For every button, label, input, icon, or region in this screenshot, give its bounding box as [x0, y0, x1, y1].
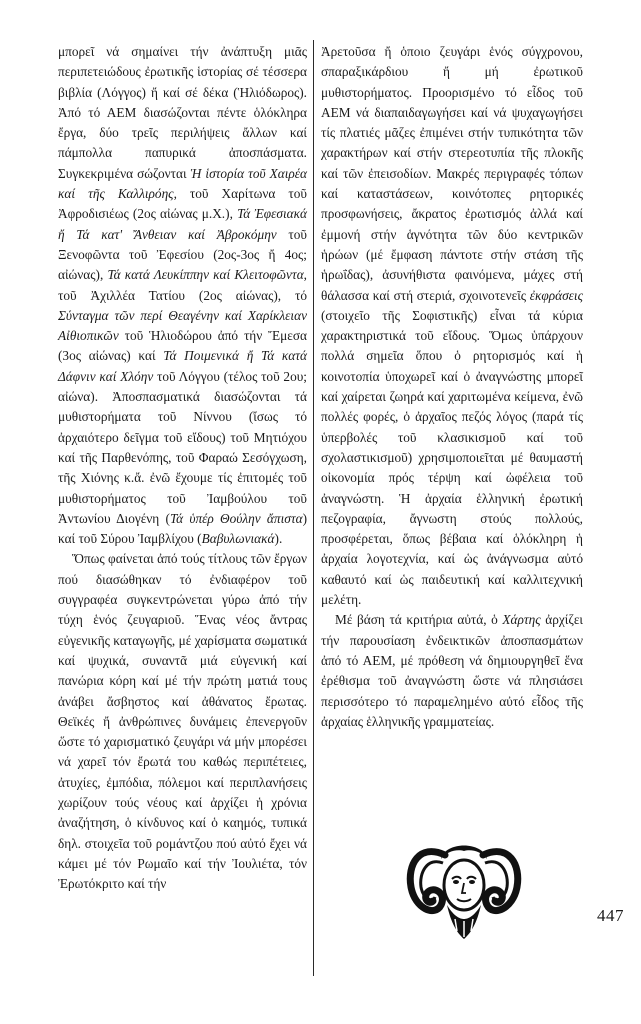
text-run: τοῦ Λόγγου (τέλος τοῦ 2ου; αἰώνα). Ἀποσπασματικά διασώζονται τά μυθιστορήματα τοῦ Νίννου (ἴσως τό ἀρχαιότερο δεῖγμα τοῦ εἴδους) τοῦ Μητιόχου καί τῆς Παρθενόπης, τοῦ Φαραώ Σεσόγχωση, τῆς Χιόνης κ.ἄ. ἐνῶ ἔχουμε τίς ἐπιτομές τοῦ μυθιστορήματος τοῦ Ἰαμβούλου τοῦ Ἀντωνίου Διογένη ( [58, 368, 307, 526]
text-run: , τοῦ Χαρίτωνα τοῦ Ἀφροδισιέως (2ος αἰώνας μ.Χ.), [58, 186, 308, 222]
left-column [58, 42, 307, 894]
text-run: ἀρχίζει τήν παρουσίαση ἐνδεικτικῶν ἀποσπασμάτων ἀπό τό ΑΕΜ, μέ πρόθεση νά δημιουργηθεῖ ἕνα ἐρέθισμα τοῦ ἀναγνώστη ὥστε νά πλησιάσει περισσότερο τό παραμελημένο αὐτό εἶδος τῆς ἀρχαίας ἑλληνικῆς γραμματείας. [321, 612, 583, 729]
text-run: ) καί τοῦ Σύρου Ἰαμβλίχου ( [58, 510, 307, 547]
italic-title: Τά κατά Λευκίππην καί Κλειτοφῶντα [107, 267, 304, 283]
text-run: , τοῦ Ἀχιλλέα Τατίου (2ος αἰώνας), τό [58, 267, 307, 303]
text-run: Ὅπως φαίνεται ἀπό τούς τίτλους τῶν ἔργων πού διασώθηκαν τό ἐνδιαφέρον τοῦ συγγραφέα συγκεντρώνεται γύρω ἀπό τήν τύχη ἑνός ζευγαριοῦ. Ἕνας νέος ἄντρας εὐγενικῆς καταγωγῆς, μέ χαρίσματα σωματικά καί ψυχικά, συναντᾶ μιά εὐγενική καί πανώρια κόρη καί μέ τήν πρώτη ματιά τους ἀνάβει ἄσβηστος καί ἀθάνατος ἔρωτας. Θεϊκές ἤ ἀνθρώπινες δυνάμεις ἐπενεργοῦν ὥστε τό χαρισματικό ζευγάρι νά μήν μπορέσει νά χαρεῖ τόν ἔρωτά του καθώς περιπέτειες, ἀτυχίες, ἐμπόδια, πόλεμοι καί περιπλανήσεις χωρίζουν τούς νέους καί ἀρχίζει ἡ χρόνια ἀναζήτηση, ὁ κίνδυνος καί ὁ καημός, τυπικά δηλ. στοιχεῖα τοῦ ρομάντζου πού αὐτό ἔχει νά κάμει μέ τόν Ρωμαῖο καί τήν Ἰουλιέτα, τόν Ἐρωτόκριτο καί τήν [58, 551, 307, 892]
italic-title: ἐκφράσεις [529, 287, 583, 303]
text-run: Μέ βάση τά κριτήρια αὐτά, ὁ [335, 612, 503, 628]
text-run: μπορεῖ νά σημαίνει τήν ἀνάπτυξη μιᾶς περιπετειώδους ἐρωτικῆς ἱστορίας σέ τέσσερα βιβλία (Λόγγος) ἤ καί σέ δέκα (Ἡλιόδωρος). Ἀπό τό ΑΕΜ διασώζονται πέντε ὁλόκληρα ἔργα, δύο τρεῖς περιλήψεις ἄλλων καί πάμπολλα παπυρικά ἀποσπάσματα. Συγκεκριμένα σώζονται [58, 44, 307, 181]
ornament-mask-icon [405, 835, 523, 945]
italic-title: Ἡ ἱστορία τοῦ Χαιρέα καί τῆς Καλλιρόης [58, 165, 307, 202]
text-run: τοῦ Ἡλιοδώρου ἀπό τήν Ἔμεσα (3ος αἰώνας) καί [58, 328, 307, 364]
text-run: τοῦ Ξενοφῶντα τοῦ Ἐφεσίου (2ος-3ος ἤ 4ος; αἰώνας), [58, 226, 307, 283]
text-run: (στοιχεῖο τῆς Σοφιστικῆς) εἶναι τά κύρια χαρακτηριστικά τοῦ εἴδους. Ὅμως ὑπάρχουν πολλά σημεῖα ὅπου ὁ ρητορισμός καί ἡ κοινοτοπία ὑποχωρεῖ καί ὁ ἀναγνώστης μπορεῖ καί χαίρεται ζωηρά καί χαριτωμένα κείμενα, ἐνῶ πολλές φορές, ὁ ἀρχαῖος πεζός λόγος (παρά τίς ὑπερβολές τοῦ κλασικισμοῦ καί τοῦ σχολαστικισμοῦ) χρησιμοποιεῖται μέ θαυμαστή οἰκονομία πρός τέρψη καί ὠφέλεια τοῦ ἀναγνώστη. Ἡ ἀρχαία ἑλληνική ἐρωτική πεζογραφία, ἄγνωστη στούς πολλούς, προσφέρεται, ὅπως βέβαια καί ὁλόκληρη ἡ ἀρχαία λογοτεχνία, καί ὡς ἀνάγνωσμα αὐτό καθαυτό καί ὡς παιδευτική καί καλλιτεχνική μελέτη. [321, 307, 583, 608]
italic-title: Τά Ἐφεσιακά ἤ Τά κατ' Ἄνθειαν καί Ἀβροκόμην [58, 206, 307, 242]
paragraph [58, 42, 307, 549]
italic-title: Χάρτης [502, 612, 541, 628]
text-run: Ἀρετοῦσα ἤ ὁποιο ζευγάρι ἑνός σύγχρονου, σπαραξικάρδιου ἤ μή ἐρωτικοῦ μυθιστορήματος. Προορισμένο τό εἶδος τοῦ ΑΕΜ νά διαπαιδαγωγήσει καί νά ψυχαγωγήσει τίς πλατιές μᾶζες ἐπιμένει στήν τυπικότητα τῶν χαρακτήρων καί στήν στερεοτυπία τῆς πλοκῆς καί τῶν ἐπεισοδίων. Μακρές περιγραφές τόπων καί καταστάσεων, κοινότοπες ρητορικές προσφωνήσεις, ἄκρατος ἐρωτισμός ἀλλά καί ἐμμονή στήν ἁγνότητα τῶν δύο κεντρικῶν ἡρώων (μέ ἔμφαση πάντοτε στήν στάση τῆς ἡρωΐδας), ἀσυνήθιστα φαινόμενα, μάχες στή θάλασσα καί στή στεριά, σχοινοτενεῖς [321, 44, 583, 303]
paragraph [321, 42, 583, 610]
paragraph [321, 610, 583, 732]
page-number: 447 [597, 906, 624, 925]
paragraph [58, 549, 307, 894]
italic-title: Τά ὑπέρ Θούλην ἄπιστα [169, 510, 303, 526]
column-divider [313, 40, 314, 976]
right-column [321, 42, 583, 732]
italic-title: Σύνταγμα τῶν περί Θεαγένην καί Χαρίκλειαν Αἰθιοπικῶν [58, 307, 307, 344]
italic-title: Βαβυλωνιακά [201, 531, 275, 547]
text-run: ). [274, 531, 283, 547]
italic-title: Τά Ποιμενικά ἤ Τά κατά Δάφνιν καί Χλόην [58, 348, 307, 384]
